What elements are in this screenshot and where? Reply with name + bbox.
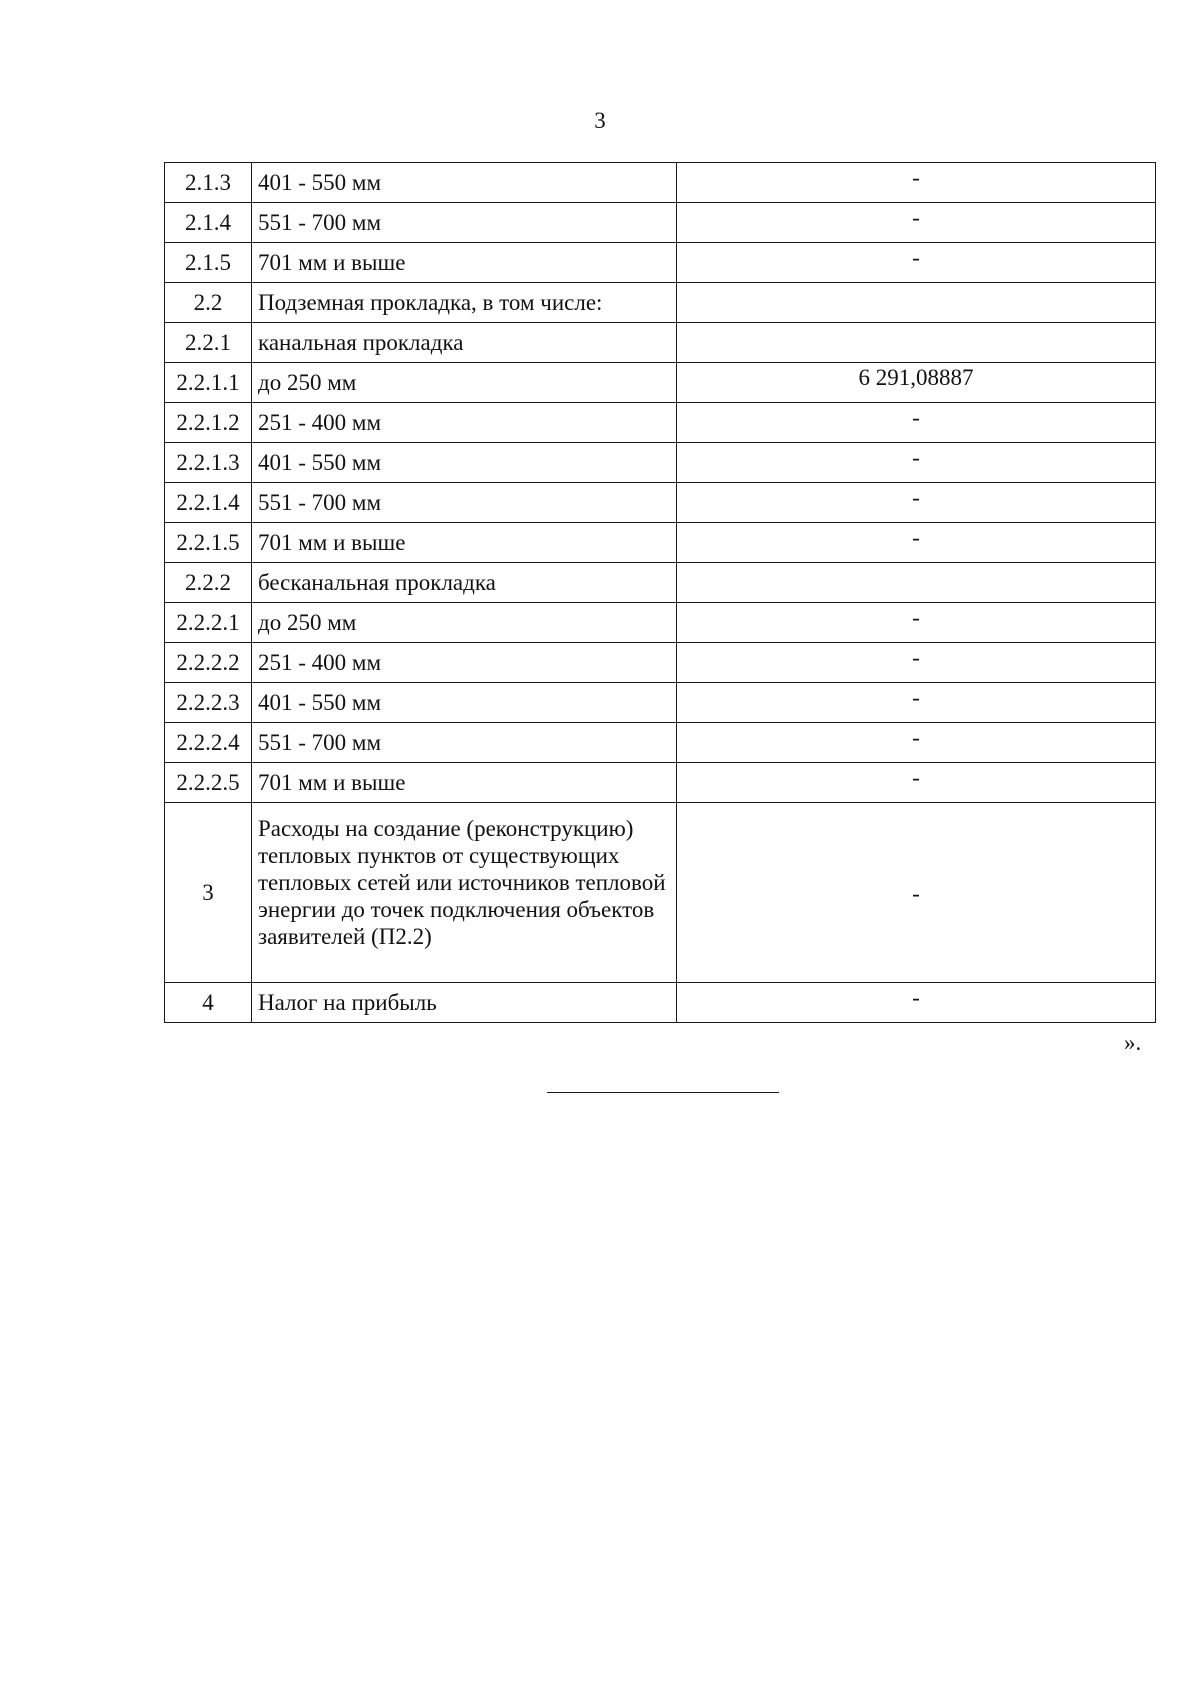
table-row [165,243,1156,283]
table-row [165,323,1156,363]
row-number: 2.2.2.1 [165,603,252,643]
row-number: 2.2.1.5 [165,523,252,563]
table-row [165,723,1156,763]
row-name: бесканальная прокладка [252,563,677,603]
row-value [677,563,1156,603]
row-number: 2.1.4 [165,203,252,243]
row-value: - [677,243,1156,283]
row-value: - [677,803,1156,983]
row-value: - [677,983,1156,1023]
row-value: 6 291,08887 [677,363,1156,403]
row-number: 2.2.2.2 [165,643,252,683]
table-row [165,983,1156,1023]
row-number: 2.2.2.4 [165,723,252,763]
row-number: 2.2.1.4 [165,483,252,523]
table-row [165,683,1156,723]
row-name: 551 - 700 мм [252,723,677,763]
row-name: канальная прокладка [252,323,677,363]
table-row [165,603,1156,643]
row-number: 2.2.1.2 [165,403,252,443]
row-value: - [677,443,1156,483]
row-value: - [677,203,1156,243]
table-row [165,283,1156,323]
table-row [165,763,1156,803]
row-value: - [677,403,1156,443]
row-number: 2.1.3 [165,163,252,203]
row-value: - [677,723,1156,763]
row-name: 251 - 400 мм [252,643,677,683]
row-number: 2.2 [165,283,252,323]
row-name: Налог на прибыль [252,983,677,1023]
row-name: 701 мм и выше [252,243,677,283]
row-number: 2.2.2.3 [165,683,252,723]
end-rule [547,1092,779,1093]
row-name: 251 - 400 мм [252,403,677,443]
row-number: 2.2.1.3 [165,443,252,483]
row-name: Подземная прокладка, в том числе: [252,283,677,323]
table-row [165,523,1156,563]
row-number: 2.2.1 [165,323,252,363]
table-row [165,363,1156,403]
table-row [165,563,1156,603]
cost-table [164,162,1156,1023]
row-number: 4 [165,983,252,1023]
row-name: Расходы на создание (реконструкцию) тепловых пунктов от существующих тепловых сетей или источников тепловой энергии до точек подключения объектов заявителей (П2.2) [252,803,677,983]
row-name: 701 мм и выше [252,763,677,803]
row-name: 401 - 550 мм [252,683,677,723]
row-value [677,283,1156,323]
table-row [165,483,1156,523]
row-name: до 250 мм [252,363,677,403]
table-row [165,643,1156,683]
row-value: - [677,163,1156,203]
row-value: - [677,483,1156,523]
row-name: до 250 мм [252,603,677,643]
row-name: 401 - 550 мм [252,163,677,203]
table-row [165,443,1156,483]
row-number: 2.2.1.1 [165,363,252,403]
table-row [165,203,1156,243]
row-value: - [677,603,1156,643]
table-row [165,163,1156,203]
row-number: 3 [165,803,252,983]
row-number: 2.2.2 [165,563,252,603]
row-value [677,323,1156,363]
row-name: 701 мм и выше [252,523,677,563]
row-name: 401 - 550 мм [252,443,677,483]
row-value: - [677,763,1156,803]
row-name: 551 - 700 мм [252,483,677,523]
row-number: 2.2.2.5 [165,763,252,803]
row-value: - [677,683,1156,723]
row-value: - [677,643,1156,683]
table-row [165,403,1156,443]
row-value: - [677,523,1156,563]
row-name: 551 - 700 мм [252,203,677,243]
page-number: 3 [594,108,606,133]
table-row [165,803,1156,983]
row-number: 2.1.5 [165,243,252,283]
closing-quote: ». [1124,1030,1142,1055]
